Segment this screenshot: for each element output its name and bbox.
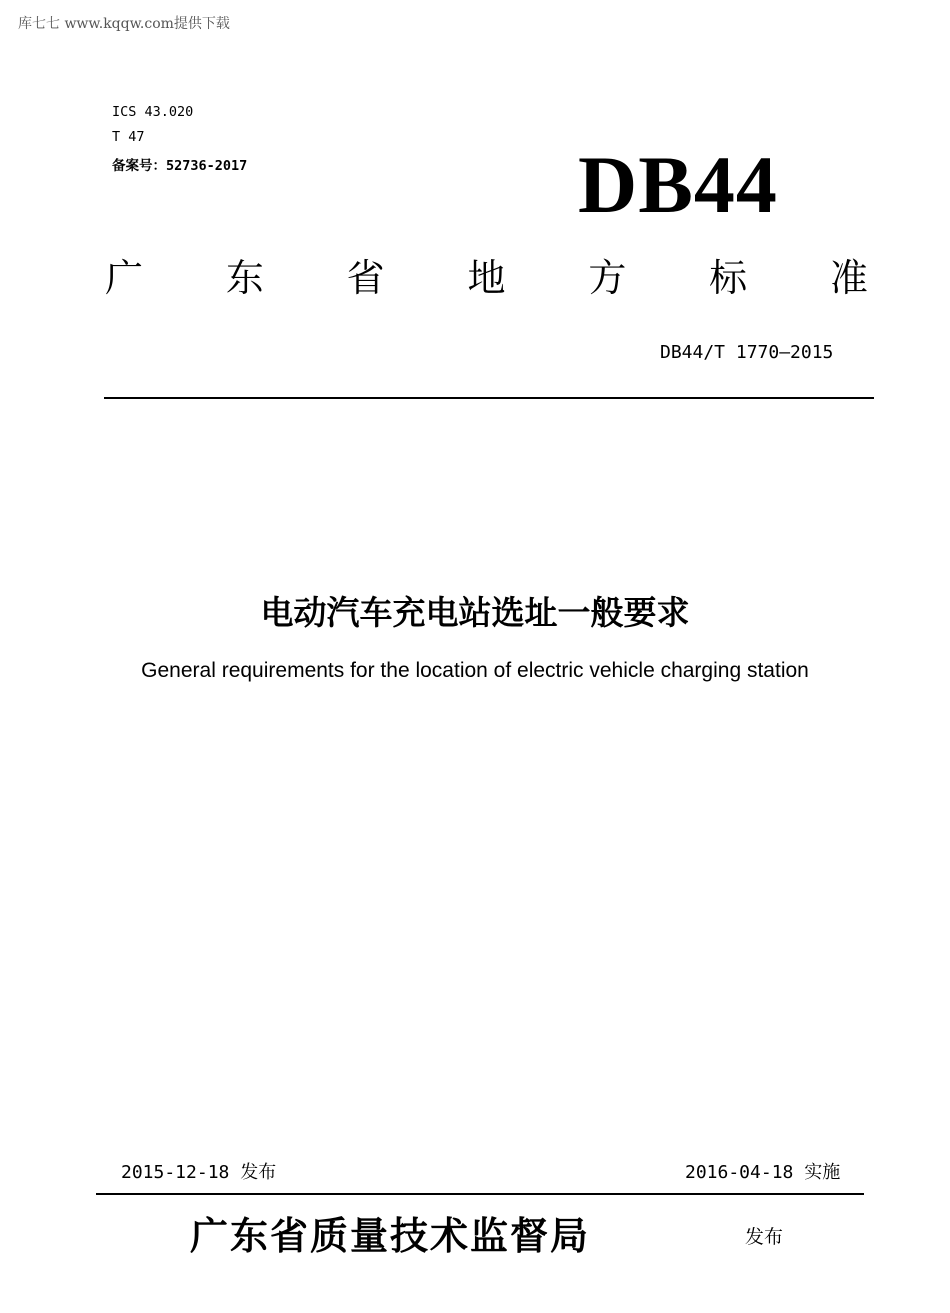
watermark-text: 库七七 www.kqqw.com提供下载	[18, 16, 230, 32]
ccs-code: T 47	[112, 129, 145, 145]
standard-type-char: 地	[467, 256, 506, 300]
standard-type-char: 东	[225, 256, 264, 300]
standard-type-char: 广	[105, 256, 144, 300]
standard-type-heading	[105, 247, 868, 302]
standard-type-char: 准	[829, 256, 868, 300]
standard-code: DB44	[578, 139, 778, 230]
document-title-cn: 电动汽车充电站选址一般要求	[260, 593, 690, 632]
standard-number: DB44/T 1770—2015	[660, 342, 834, 363]
footer-divider	[96, 1193, 864, 1195]
record-number: 备案号：52736-2017	[112, 158, 248, 174]
issuer-suffix: 发布	[745, 1226, 784, 1248]
standard-type-char: 方	[588, 256, 627, 300]
standard-type-char: 省	[346, 256, 385, 300]
document-title-en: General requirements for the location of electric vehicle charging station	[141, 659, 809, 682]
implement-date: 2016-04-18 实施	[685, 1162, 841, 1183]
ics-code: ICS 43.020	[112, 104, 194, 120]
standard-type-char: 标	[709, 256, 748, 300]
publish-date: 2015-12-18 发布	[121, 1162, 277, 1183]
issuing-authority: 广东省质量技术监督局	[190, 1213, 591, 1258]
header-divider	[104, 397, 874, 399]
